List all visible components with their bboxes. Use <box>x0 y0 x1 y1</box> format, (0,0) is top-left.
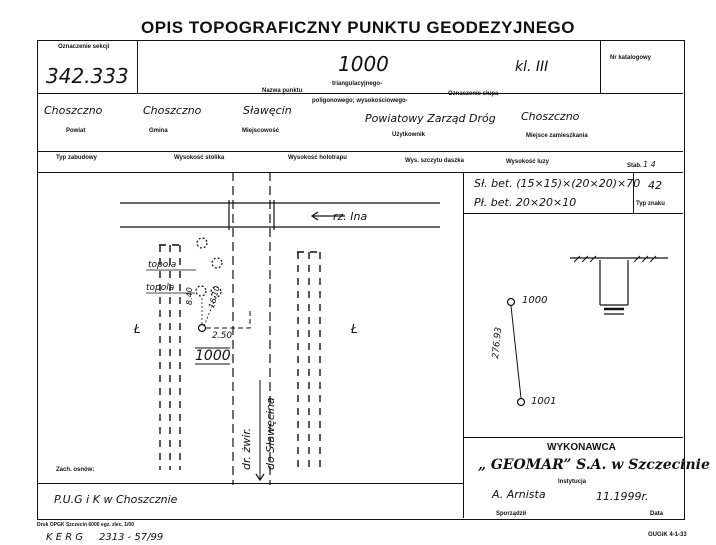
point-type-line1: triangulacyjnego- <box>332 81 383 87</box>
distance-label-2: 16.10 <box>207 284 222 310</box>
zach-label: Zach. osnów: <box>56 467 95 473</box>
gmina-label: Gmina <box>149 128 168 134</box>
field-pattern-left <box>159 245 181 470</box>
road-label-1: dr. żwir. <box>240 427 253 470</box>
institution-label: Instytucja <box>558 479 587 485</box>
point-name-label: Nazwa punktu <box>262 88 303 94</box>
tree-symbol <box>212 258 222 268</box>
tree-symbol <box>197 238 207 248</box>
point-1000-label: 1000 <box>195 348 231 364</box>
distance-label-3: 2.50 <box>212 331 233 341</box>
wys-stolika-label: Wysokość stolika <box>174 155 225 161</box>
miejscowosc-label: Miejscowość <box>242 128 280 134</box>
wys-szczytu-label: Wys. szczytu daszka <box>405 158 464 164</box>
field-label-left: Ł <box>134 322 141 336</box>
miejsce-value: Choszczno <box>521 110 580 123</box>
distance-label-1: 8.40 <box>185 287 194 305</box>
point-1000-marker <box>508 299 515 306</box>
powiat-label: Powiat <box>66 128 86 134</box>
field-label-right: Ł <box>351 322 358 336</box>
marker-type-value: 42 <box>648 179 662 192</box>
marker-type-label: Typ znaku <box>636 201 665 207</box>
road-label-2: do Sławęcina <box>264 397 277 470</box>
side-point-1000-label: 1000 <box>522 295 548 306</box>
miejscowosc-value: Sławęcin <box>243 104 292 117</box>
uzytkownik-label: Użytkownik <box>392 132 426 138</box>
contractor-label: WYKONAWCA <box>547 442 616 453</box>
archive-value: P.U.G i K w Choszcznie <box>54 493 178 506</box>
class-value: kl. III <box>515 59 549 75</box>
uzytkownik-value: Powiatowy Zarząd Dróg <box>365 112 496 125</box>
ground-hatching <box>574 256 656 262</box>
kerg-number: K E R G 2313 - 57/99 <box>46 532 164 543</box>
miejsce-label: Miejsce zamieszkania <box>526 133 588 139</box>
tree-label-1: topola <box>148 260 177 270</box>
field-pattern-right <box>297 252 321 470</box>
contractor-name: „ GEOMAR” S.A. w Szczecinie <box>478 457 710 473</box>
tree-symbol <box>196 286 206 296</box>
date-label: Data <box>650 511 664 517</box>
point-1001-marker <box>518 399 525 406</box>
marker-line2: Pł. bet. 20×20×10 <box>474 196 577 209</box>
side-distance-line <box>511 306 521 398</box>
wys-holotrapu-label: Wysokość holotrapu <box>288 155 347 161</box>
side-point-1001-label: 1001 <box>531 396 557 407</box>
powiat-value: Choszczno <box>44 104 103 117</box>
river-label: rz. Ina <box>333 210 368 223</box>
catalog-label: Nr katalogowy <box>610 55 652 61</box>
author-label: Sporządził <box>496 511 527 517</box>
date-value: 11.1999r. <box>596 490 649 503</box>
marker-line1: Sł. bet. (15×15)×(20×20)×70 <box>474 177 641 190</box>
offset-line <box>206 310 250 328</box>
point-type-line2: poligonowego; wysokościowego- <box>312 98 408 104</box>
author-value: A. Arnista <box>492 488 546 501</box>
point-name-value: 1000 <box>338 52 389 76</box>
wys-luzy-label: Wysokość luzy <box>506 159 549 165</box>
document-title: OPIS TOPOGRAFICZNY PUNKTU GEODEZYJNEGO <box>141 18 575 37</box>
tree-label-2: topola <box>146 283 175 293</box>
side-distance-label: 276.93 <box>491 326 505 360</box>
stab-label: Stab. <box>627 163 642 169</box>
gmina-value: Choszczno <box>143 104 202 117</box>
stab-value: 1 4 <box>643 160 656 169</box>
section-label: Oznaczenie sekcji <box>58 44 110 50</box>
pillar-label: Oznaczenie słupa <box>448 91 499 97</box>
form-code: GUGiK 4-1-33 <box>648 532 687 538</box>
typ-zabudowy-label: Typ zabudowy <box>56 155 97 161</box>
section-value: 342.333 <box>46 64 129 88</box>
print-note: Druk OPGK Szczecin 6000 egz. zlec. 1/00 <box>37 522 134 528</box>
